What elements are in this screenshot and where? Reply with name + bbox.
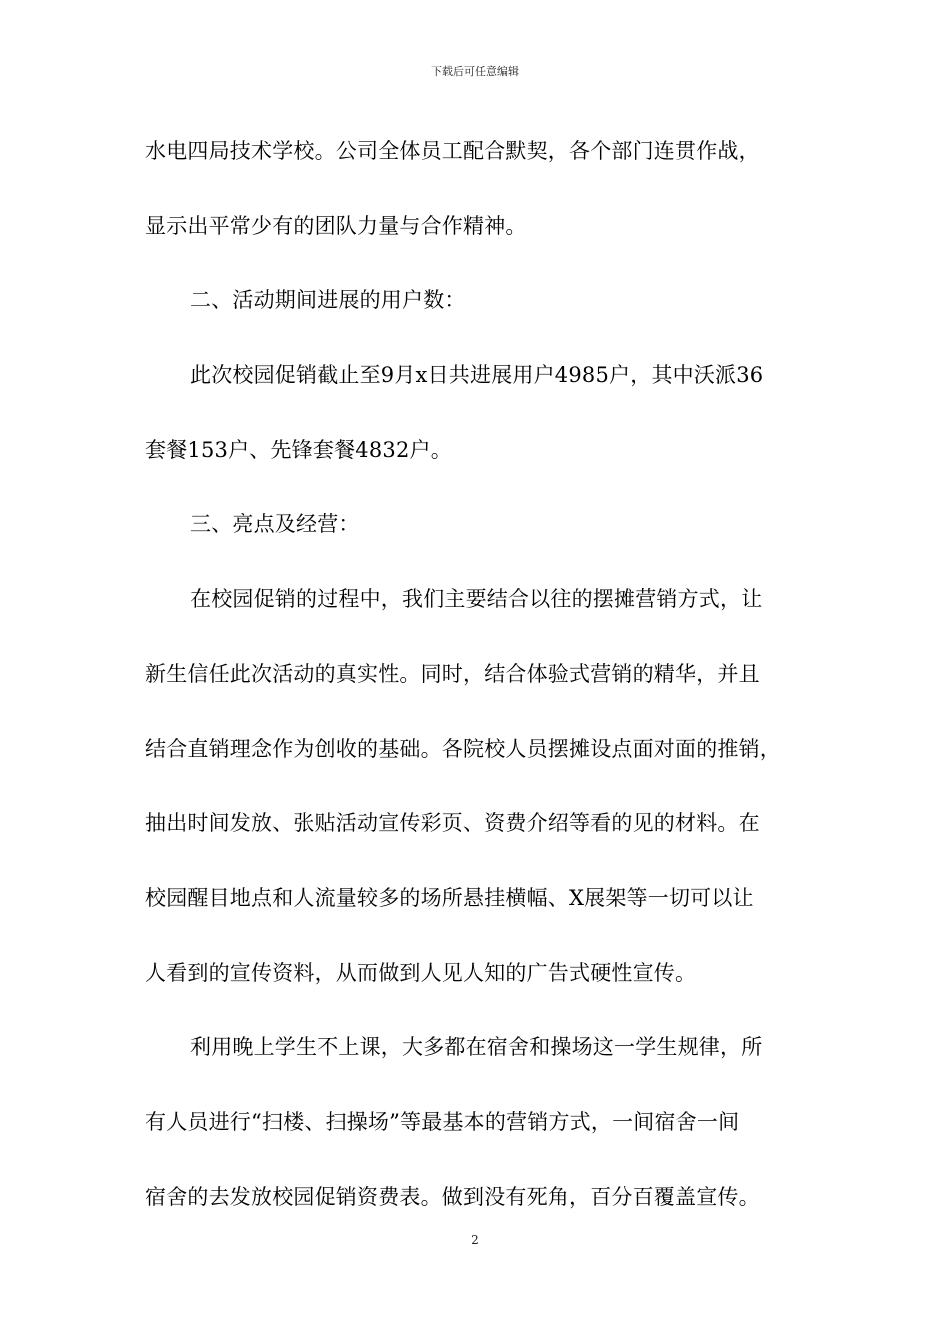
page-header: 下载后可任意编辑 [431,65,519,78]
body-line: 结合直销理念作为创收的基础。各院校人员摆摊设点面对面的推销， [145,736,781,761]
body-line: 宿舍的去发放校园促销资费表。做到没有死角，百分百覆盖宣传。 [145,1184,760,1209]
body-line: 人看到的宣传资料，从而做到人见人知的广告式硬性宣传。 [145,960,697,985]
document-body [145,125,815,1245]
page-number: 2 [471,1233,479,1247]
body-line: 套餐153户、先锋套餐4832户。 [145,437,452,462]
body-line: 此次校园促销截止至9月x日共进展用户4985户，其中沃派36 [190,363,764,388]
section-heading: 二、活动期间进展的用户数： [190,288,466,313]
body-line: 利用晚上学生不上课，大多都在宿舍和操场这一学生规律，所 [190,1035,763,1060]
body-line: 在校园促销的过程中，我们主要结合以往的摆摊营销方式，让 [190,587,763,612]
body-line: 显示出平常少有的团队力量与合作精神。 [145,213,527,238]
body-line: 抽出时间发放、张贴活动宣传彩页、资费介绍等看的见的材料。在 [145,811,760,836]
body-line: 水电四局技术学校。公司全体员工配合默契，各个部门连贯作战， [145,139,760,163]
body-line: 校园醒目地点和人流量较多的场所悬挂横幅、X展架等一切可以让 [145,885,754,910]
body-line: 有人员进行“扫楼、扫操场”等最基本的营销方式，一间宿舍一间 [145,1109,740,1134]
section-heading: 三、亮点及经营： [190,512,360,537]
body-line: 新生信任此次活动的真实性。同时，结合体验式营销的精华，并且 [145,661,760,686]
